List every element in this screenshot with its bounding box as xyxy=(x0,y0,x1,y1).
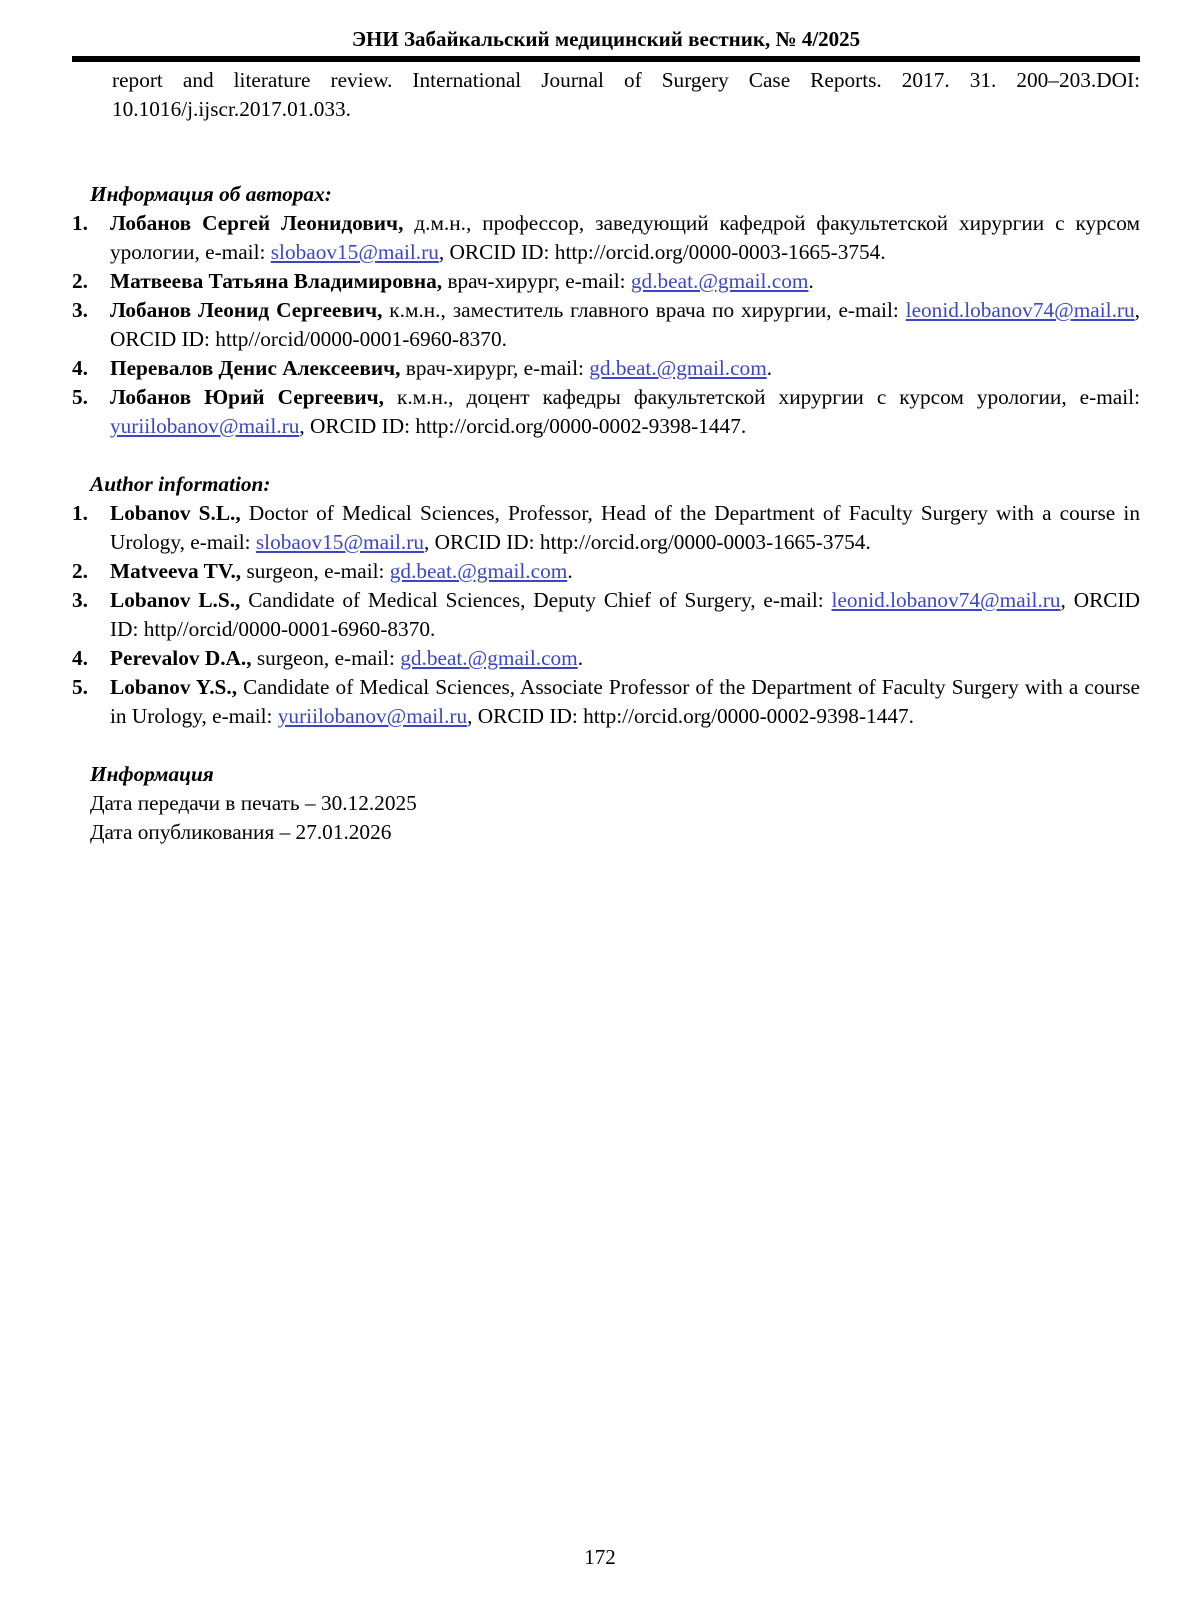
authors-ru-heading: Информация об авторах: xyxy=(90,182,332,206)
author-orcid: . xyxy=(808,269,814,293)
author-orcid: , ORCID ID: http://orcid.org/0000-0002-9398-1447. xyxy=(467,704,914,728)
author-email-link[interactable]: slobaov15@mail.ru xyxy=(270,240,439,264)
page-number: 172 xyxy=(584,1545,616,1569)
author-en-item-5 xyxy=(72,673,1140,731)
author-name: Matveeva TV., xyxy=(110,559,242,583)
author-orcid: , ORCID ID: http//orcid/0000-0001-6960-8370. xyxy=(110,298,1140,351)
author-number: 5. xyxy=(72,675,88,699)
author-email-link[interactable]: gd.beat.@gmail.com xyxy=(400,646,578,670)
author-email-link[interactable]: yuriilobanov@mail.ru xyxy=(277,704,468,728)
author-email-link[interactable]: gd.beat.@gmail.com xyxy=(630,269,809,293)
author-details: Candidate of Medical Sciences, Associate Professor of the Department of Faculty Surgery with a course in Urology, e-mail: xyxy=(110,675,1140,728)
author-orcid: . xyxy=(766,356,773,380)
author-details: д.м.н., профессор, заведующий кафедрой факультетской хирургии с курсом урологии, e-mail: xyxy=(110,211,1140,264)
author-number: 3. xyxy=(72,588,88,612)
publication-info-heading: Информация xyxy=(90,762,214,786)
author-name: Perevalov D.A., xyxy=(110,646,252,670)
author-name: Перевалов Денис Алексеевич, xyxy=(110,356,401,380)
author-ru-item-2 xyxy=(72,267,1140,296)
author-orcid: , ORCID ID: http//orcid/0000-0001-6960-8370. xyxy=(110,588,1140,641)
author-number: 2. xyxy=(72,559,88,583)
authors-ru-list xyxy=(72,209,1140,441)
author-orcid: , ORCID ID: http://orcid.org/0000-0003-1665-3754. xyxy=(438,240,886,264)
author-email-link[interactable]: gd.beat.@gmail.com xyxy=(389,559,568,583)
author-orcid: . xyxy=(577,646,584,670)
journal-header-title: ЭНИ Забайкальский медицинский вестник, № 4/2025 xyxy=(351,27,861,51)
author-en-item-4 xyxy=(72,644,1140,673)
page-content xyxy=(72,66,1140,847)
author-ru-item-1 xyxy=(72,209,1140,267)
header-divider xyxy=(72,56,1140,62)
author-details: врач-хирург, e-mail: xyxy=(400,356,590,380)
author-email-link[interactable]: yuriilobanov@mail.ru xyxy=(110,414,300,438)
author-ru-item-4 xyxy=(72,354,1140,383)
author-name: Лобанов Сергей Леонидович, xyxy=(110,211,404,235)
author-email-link[interactable]: leonid.lobanov74@mail.ru xyxy=(831,588,1061,612)
author-details: к.м.н., заместитель главного врача по хирургии, e-mail: xyxy=(382,298,906,322)
author-details: врач-хирург, e-mail: xyxy=(442,269,631,293)
print-date: Дата передачи в печать – 30.12.2025 xyxy=(90,791,417,815)
author-number: 3. xyxy=(72,298,88,322)
author-name: Матвеева Татьяна Владимировна, xyxy=(110,269,443,293)
author-email-link[interactable]: gd.beat.@gmail.com xyxy=(589,356,767,380)
author-email-link[interactable]: leonid.lobanov74@mail.ru xyxy=(905,298,1135,322)
publish-date: Дата опубликования – 27.01.2026 xyxy=(90,820,392,844)
author-name: Лобанов Юрий Сергеевич, xyxy=(110,385,384,409)
author-details: Candidate of Medical Sciences, Deputy Chief of Surgery, e-mail: xyxy=(240,588,832,612)
author-details: Doctor of Medical Sciences, Professor, Head of the Department of Faculty Surgery with a course in Urology, e-mail: xyxy=(110,501,1140,554)
authors-en-heading: Author information: xyxy=(90,472,271,496)
author-number: 1. xyxy=(72,501,88,525)
author-orcid: , ORCID ID: http://orcid.org/0000-0003-1665-3754. xyxy=(423,530,871,554)
author-details: surgeon, e-mail: xyxy=(241,559,390,583)
author-number: 5. xyxy=(72,385,88,409)
author-details: к.м.н., доцент кафедры факультетской хирургии с курсом урологии, e-mail: xyxy=(383,385,1140,409)
author-number: 4. xyxy=(72,356,88,380)
author-number: 4. xyxy=(72,646,88,670)
author-ru-item-3 xyxy=(72,296,1140,354)
author-email-link[interactable]: slobaov15@mail.ru xyxy=(255,530,424,554)
author-number: 2. xyxy=(72,269,88,293)
author-en-item-1 xyxy=(72,499,1140,557)
author-details: surgeon, e-mail: xyxy=(251,646,401,670)
author-number: 1. xyxy=(72,211,88,235)
author-name: Lobanov Y.S., xyxy=(110,675,238,699)
author-orcid: . xyxy=(567,559,573,583)
author-name: Lobanov S.L., xyxy=(110,501,241,525)
reference-continuation: report and literature review. International Journal of Surgery Case Reports. 2017. 31. 200–203.DOI: 10.1016/j.ijscr.2017.01.033. xyxy=(112,68,1140,121)
author-name: Лобанов Леонид Сергеевич, xyxy=(110,298,383,322)
author-orcid: , ORCID ID: http://orcid.org/0000-0002-9398-1447. xyxy=(299,414,747,438)
authors-en-list xyxy=(72,499,1140,731)
author-en-item-3 xyxy=(72,586,1140,644)
author-name: Lobanov L.S., xyxy=(110,588,241,612)
author-en-item-2 xyxy=(72,557,1140,586)
author-ru-item-5 xyxy=(72,383,1140,441)
